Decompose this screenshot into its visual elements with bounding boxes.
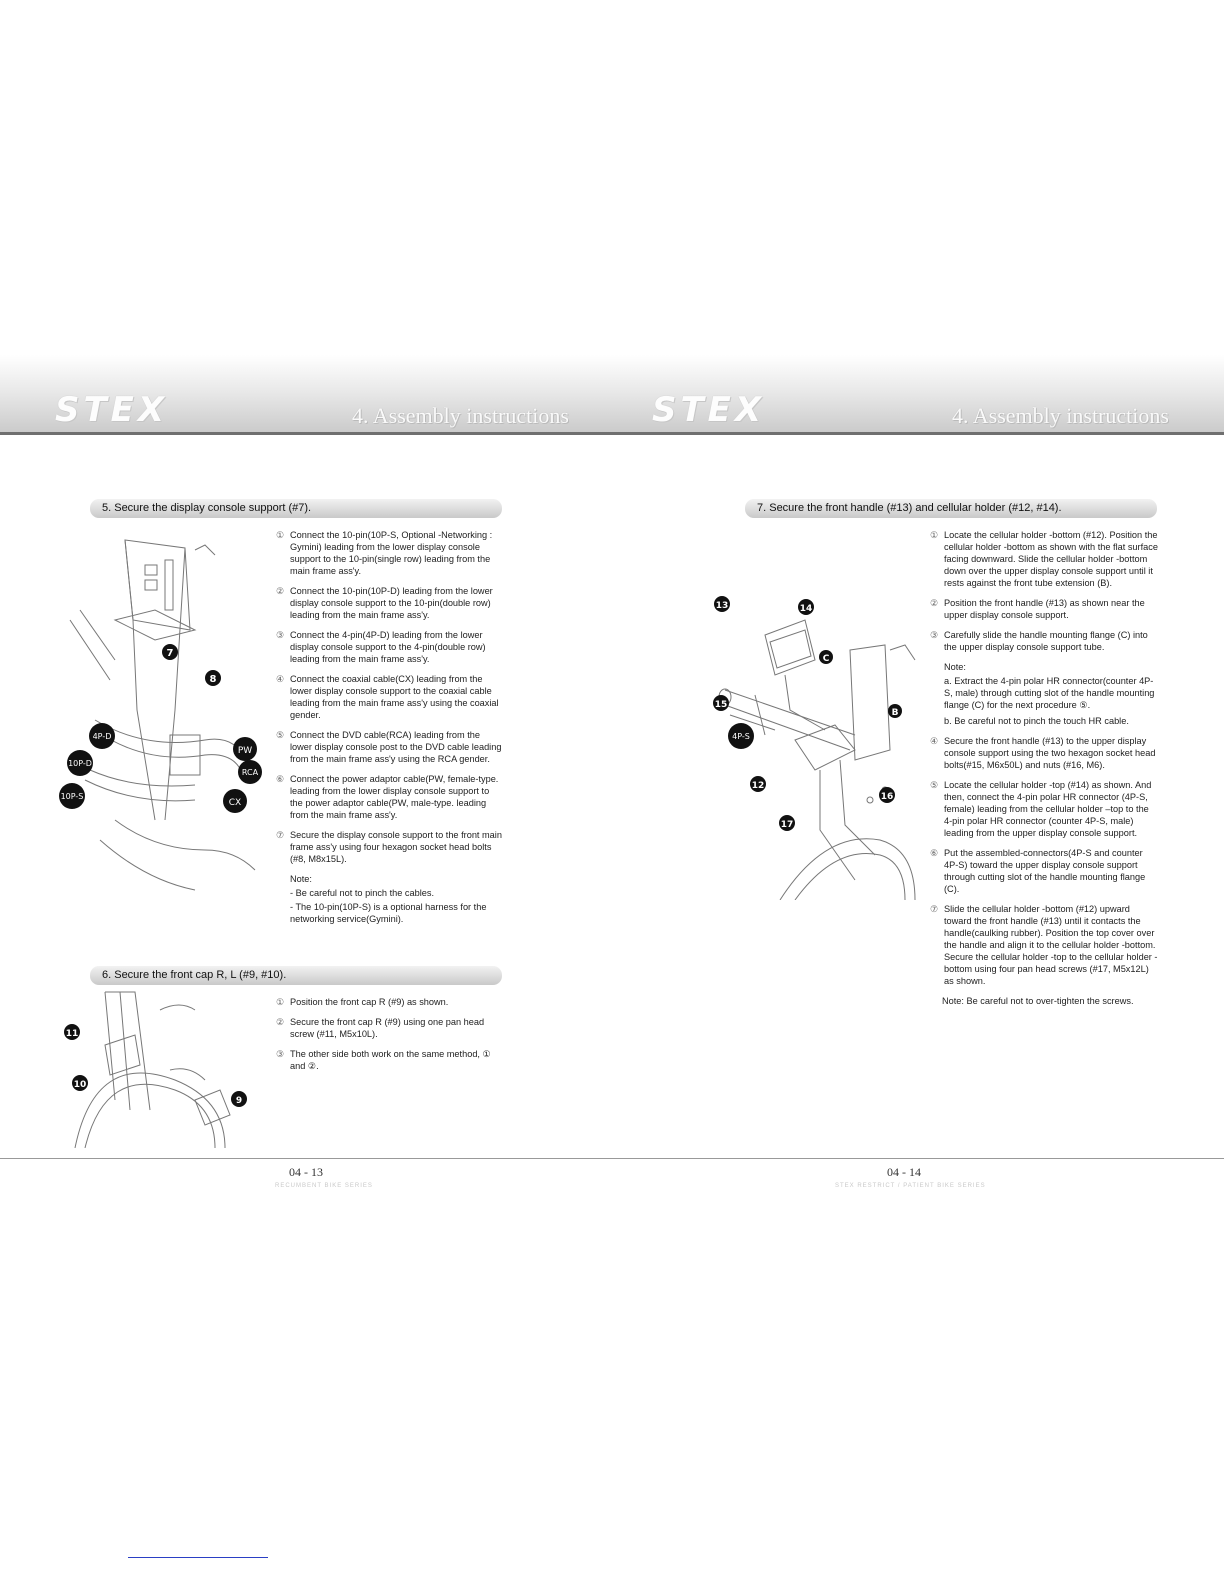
list-item: ③ The other side both work on the same method, ① and ②. [276,1049,491,1071]
svg-text:4P-D: 4P-D [92,732,112,741]
svg-text:PW: PW [237,746,253,756]
list-item: ⑥ Put the assembled-connectors(4P-S and counter 4P-S) toward the upper display console support through cutting slot of the handle mounting flange (C). [930,848,1146,894]
callout-16 [879,787,895,803]
section-6-title: 6. Secure the front cap R, L (#9, #10). [90,966,502,985]
callout-rca [238,760,262,784]
list-item: ② Connect the 10-pin(10P-D) leading from the lower display console support to the 10-pin(double row) leading from the main frame ass'y. [276,586,493,620]
header-divider [0,432,1224,435]
callout-17 [779,815,795,831]
list-item: ① Locate the cellular holder -bottom (#12). Position the cellular holder -bottom as shown with the flat surface facing downward. Slide the cellular holder -bottom down over the upper display console support until it rests against the front tube extension (B). [930,530,1158,588]
page-footer-left: RECUMBENT BIKE SERIES [275,1183,373,1189]
svg-text:12: 12 [751,781,765,791]
callout-pw [233,737,257,761]
callout-4p-d [89,723,115,749]
list-item: ④ Connect the coaxial cable(CX) leading from the lower display console support to the coaxial cable leading from the main frame ass'y using the coaxial gender. [276,674,499,720]
note-item: b. Be careful not to pinch the touch HR cable. [944,716,1129,726]
section-5-title: 5. Secure the display console support (#7). [90,499,502,518]
final-note: Note: Be careful not to over-tighten the screws. [942,996,1134,1006]
svg-text:B: B [891,708,899,718]
front-cap-figure [55,990,260,1148]
callout-11 [64,1024,80,1040]
section-5-note [276,873,504,925]
callout-13 [714,596,730,612]
callout-4p-s [728,723,754,749]
svg-text:8: 8 [209,674,217,685]
list-item: ① Position the front cap R (#9) as shown. [276,997,449,1007]
note-title: Note: [944,662,966,672]
page-footer-right: STEX RESTRICT / PATIENT BIKE SERIES [835,1183,986,1189]
callout-8 [205,670,221,686]
svg-text:9: 9 [235,1096,243,1106]
section-7-note [930,661,1158,727]
callout-10p-s [59,783,85,809]
svg-text:10P-S: 10P-S [60,792,84,801]
list-item: ③ Carefully slide the handle mounting flange (C) into the upper display console support tube. [930,630,1148,652]
list-item: ③ Connect the 4-pin(4P-D) leading from the lower display console support to the 4-pin(double row) leading from the main frame ass'y. [276,630,486,664]
list-item: ① Connect the 10-pin(10P-S, Optional -Networking : Gymini) leading from the lower display console support to the 10-pin(single row) leading from the main frame ass'y. [276,530,493,576]
list-item: ② Secure the front cap R (#9) using one pan head screw (#11, M5x10L). [276,1017,485,1039]
bottom-underline [128,1557,268,1558]
page-number-right: 04 - 14 [887,1165,921,1179]
svg-text:CX: CX [228,798,242,808]
brand-logo-right: STEX [652,390,766,430]
list-item: ⑤ Locate the cellular holder -top (#14) as shown. And then, connect the 4-pin polar HR connector (4P-S, female) leading from the cellular holder –top to the 4-pin polar HR connector (counter 4P-S, male) leading from the upper display console support. [930,780,1152,838]
note-title: Note: [290,874,312,884]
svg-text:11: 11 [65,1029,79,1039]
list-item: ⑦ Secure the display console support to the front main frame ass'y using four hexagon socket head bolts (#8, M8x15L). [276,830,502,864]
list-item: ⑥ Connect the power adaptor cable(PW, female-type. leading from the lower display console support to the power adaptor cable(PW, male-type. leading from the main frame ass'y. [276,774,499,820]
brand-logo-left: STEX [55,390,169,430]
callout-cx [223,789,247,813]
note-item: a. Extract the 4-pin polar HR connector(counter 4P-S, male) through cutting slot of the handle mounting flange (C) for the next procedure ⑤. [944,676,1155,710]
svg-text:15: 15 [714,700,728,710]
list-item: ⑦ Slide the cellular holder -bottom (#12) upward toward the front handle (#13) until it contacts the handle(caulking rubber). Position the top cover over the handle and align it to the cellular holder -bottom. Secure the cellular holder -top to the cellular holder -bottom using four pan head screws (#17, M5x12L) as shown. [930,904,1158,986]
section-7-steps [930,529,1158,1007]
svg-text:4P-S: 4P-S [732,732,750,741]
svg-text:10: 10 [73,1080,87,1090]
svg-text:C: C [822,654,830,664]
callout-c [819,650,833,664]
list-item: ⑤ Connect the DVD cable(RCA) leading from the lower display console post to the DVD cable leading from the main frame ass'y using the RCA gender. [276,730,502,764]
callout-b [888,704,902,718]
callout-10p-d [67,750,93,776]
callout-12 [750,776,766,792]
page-number-left: 04 - 13 [289,1165,323,1179]
callout-15 [713,695,729,711]
note-item: - Be careful not to pinch the cables. [290,888,435,898]
list-item: ④ Secure the front handle (#13) to the upper display console support using the two hexagon socket head bolts(#15, M6x50L) and nuts (#16, M6). [930,736,1156,770]
front-handle-figure [705,590,930,900]
note-item: - The 10-pin(10P-S) is a optional harness for the networking service(Gymini). [290,902,487,924]
section-6-steps [276,996,504,1080]
section-5-steps [276,529,504,933]
svg-text:7: 7 [166,648,174,659]
footer-divider [0,1158,1224,1159]
svg-text:10P-D: 10P-D [68,759,92,768]
section-7-title: 7. Secure the front handle (#13) and cellular holder (#12, #14). [745,499,1157,518]
svg-text:RCA: RCA [241,768,259,777]
callout-10 [72,1075,88,1091]
svg-text:16: 16 [880,792,894,802]
callout-14 [798,599,814,615]
svg-text:14: 14 [799,604,813,614]
callout-7 [162,644,178,660]
svg-text:13: 13 [715,601,729,611]
header-title-right: 4. Assembly instructions [952,403,1169,428]
list-item: ② Position the front handle (#13) as shown near the upper display console support. [930,598,1145,620]
svg-text:17: 17 [780,820,794,830]
console-support-figure [55,520,270,900]
header-title-left: 4. Assembly instructions [352,403,569,428]
callout-9 [231,1091,247,1107]
